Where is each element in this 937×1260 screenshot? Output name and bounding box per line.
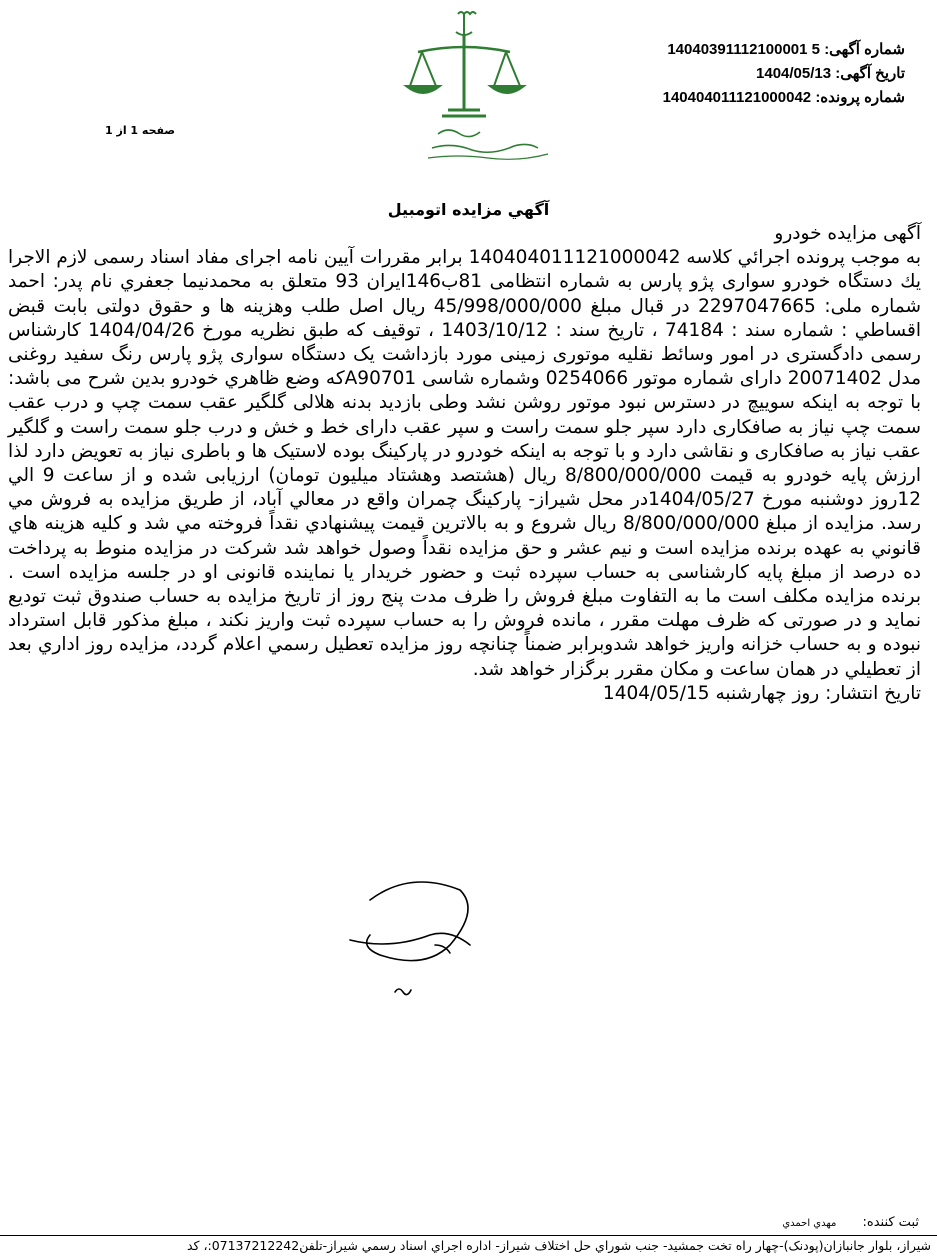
publish-date-line: تاريخ انتشار: روز چهارشنبه 1404/05/15: [602, 682, 921, 704]
footer-address: شيراز، بلوار جانبازان(پودنک)-چهار راه تخت جمشيد- جنب شوراي حل اختلاف شيراز- اداره اجراي اسناد رسمي شيراز-تلفن07137212242:، كد: [186, 1238, 931, 1253]
body-paragraph: به موجب پرونده اجرائي كلاسه 140404011121000042 برابر مقررات آيين نامه اجراى مفاد اسناد رسمى لازم الاجرا يك دستگاه خودرو سوارى پژو پارس به شماره انتظامى 81ب146ايران 93 متعلق به محمدنيما جعفري نام پدر: احمد شماره ملی: 2297047665 در قبال مبلغ 45/998/000/000 ريال اصل طلب وهزينه ها و حقوق دولتی بابت قبض اقساطي : شماره سند : 74184 ، تاريخ سند : 1403/10/12 ، توقيف كه طبق نظريه مورخ 1404/04/26 كارشناس رسمی دادگستری در امور وسائط نقليه موتوری زمينی مورد بازداشت يک دستگاه سواری پژو پارس رنگ سفيد روغنی مدل 20071402 دارای شماره موتور 0254066 وشماره شاسی A90701كه وضع ظاهري خودرو بدين شرح می باشد: با توجه به اينكه سوييچ در دسترس نبود موتور روشن نشد وطی بازديد بدنه هلالی گلگير عقب سمت چپ و درب عقب سمت چپ نياز به صافكاری دارد سپر جلو سمت راست و سپر عقب دارای خط و خش و درب جلو سمت راست و گلگير عقب نياز به صافكاری و نقاشی دارد و با توجه به اينكه خودرو در پاركينگ بوده لاستيک ها و باطری نياز به تعويض دارد لذا ارزش پايه خودرو به قيمت 8/800/000/000 ريال (هشتصد وهشتاد ميليون تومان) ارزيابی شده و از ساعت 9 الي 12روز دوشنبه مورخ 1404/05/27در محل شيراز- پاركينگ چمران واقع در معالي آباد، از طريق مزايده به فروش مي رسد. مزايده از مبلغ 8/800/000/000 ريال شروع و به بالاترين قيمت پيشنهادي نقداً فروخته مي شد و كليه هزينه هاي قانوني به عهده برنده مزايده است و نيم عشر و حق مزايده نقداً وصول خواهد شد شركت در مزايده منوط به پرداخت ده درصد از مبلغ پايه كارشناسی به حساب سپرده ثبت و حضور خريدار يا نماينده قانونی او در جلسه مزايده است . برنده مزايده مكلف است ما به التفاوت مبلغ فروش را ظرف مدت پنج روز از تاريخ مزايده به حساب صندوق ثبت توديع نمايد و در صورتی كه ظرف مهلت مقرر ، مانده فروش را به حساب سپرده ثبت واريز نكند ، مبلغ مذكور قابل استرداد نبوده و به حساب خزانه واريز خواهد شدوبرابر ضمناً چنانچه روز مزايده تعطيل رسمي اعلام گردد، مزايده روز اداري بعد از تعطيلي در همان ساعت و مكان مقرر برگزار خواهد شد.: [8, 247, 922, 680]
registrar-name: مهدي احمدي: [782, 1218, 837, 1229]
ad-number-value: 14040391112100001 5: [667, 41, 821, 58]
judiciary-emblem-icon: [398, 6, 578, 166]
ad-meta: [663, 38, 905, 110]
ad-date-row: [663, 62, 905, 86]
page-indicator: صفحه 1 از 1: [105, 124, 176, 137]
ad-date-label: تاریخ آگهی:: [835, 65, 905, 82]
body-heading: آگهی مزایده خودرو: [774, 223, 921, 244]
ad-title: آگهي مزايده اتومبيل: [387, 200, 550, 219]
ad-number-row: [663, 38, 905, 62]
ad-body: [8, 222, 921, 706]
registrar-label: ثبت كننده:: [862, 1215, 919, 1230]
case-number-row: [663, 86, 905, 110]
registrar-row: [782, 1215, 919, 1230]
ad-number-label: شماره آگهی:: [824, 41, 905, 58]
signature-icon: [340, 880, 480, 1010]
ad-date-value: 1404/05/13: [756, 65, 832, 82]
case-number-label: شماره پرونده:: [815, 89, 905, 106]
case-number-value: 140404011121000042: [662, 89, 812, 106]
footer-divider: [0, 1235, 937, 1236]
